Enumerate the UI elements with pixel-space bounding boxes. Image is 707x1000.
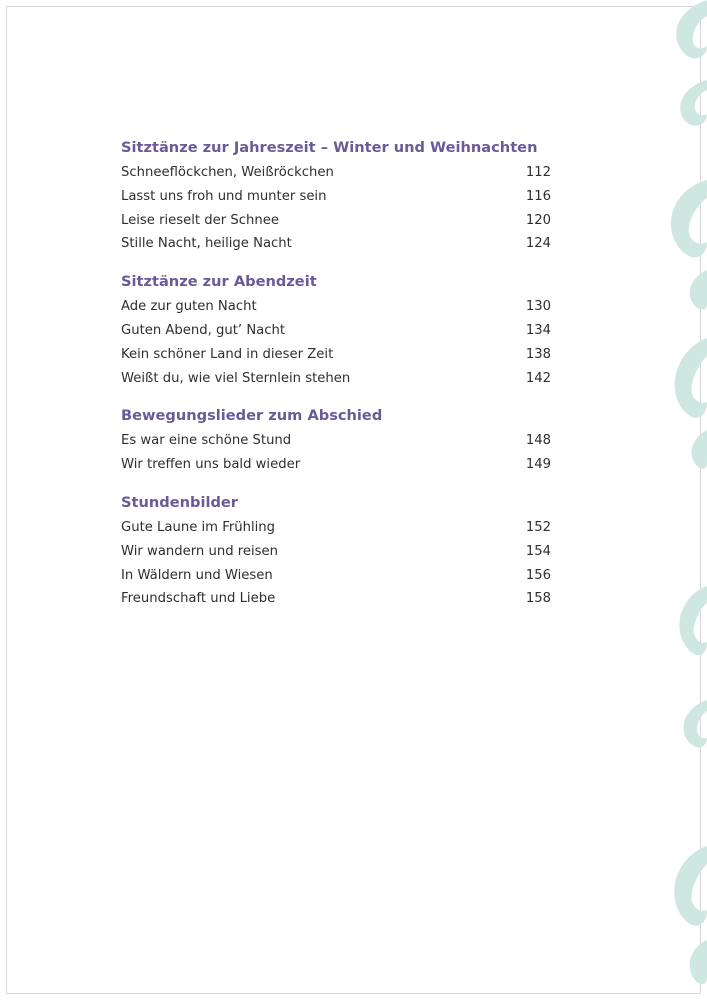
entry-page-number: 130 <box>525 299 551 315</box>
entry-title: Es war eine schöne Stund <box>121 433 292 449</box>
entry-title: Leise rieselt der Schnee <box>121 212 279 228</box>
entry-title: Stille Nacht, heilige Nacht <box>121 236 292 252</box>
section-heading: Sitztänze zur Abendzeit <box>121 273 317 291</box>
entry-page-number: 148 <box>525 433 551 449</box>
toc-section <box>121 492 561 611</box>
entry-title: Wir wandern und reisen <box>121 543 279 559</box>
toc-entry <box>121 319 561 343</box>
entry-title: Ade zur guten Nacht <box>121 299 257 315</box>
entry-page-number: 158 <box>525 591 551 607</box>
toc-entry <box>121 540 561 564</box>
toc-entry <box>121 343 561 367</box>
toc-entry <box>121 587 561 611</box>
entry-page-number: 156 <box>525 567 551 583</box>
toc-entry <box>121 564 561 588</box>
table-of-contents <box>121 137 561 626</box>
entry-page-number: 116 <box>525 188 551 204</box>
toc-section <box>121 271 561 390</box>
section-heading: Sitztänze zur Jahreszeit – Winter und Weihnachten <box>121 139 538 156</box>
toc-entry <box>121 453 561 477</box>
section-heading: Bewegungslieder zum Abschied <box>121 407 383 425</box>
toc-entry <box>121 295 561 319</box>
floral-ornament-border <box>637 0 707 1000</box>
entry-title: In Wäldern und Wiesen <box>121 567 273 583</box>
toc-entry <box>121 516 561 540</box>
entry-page-number: 142 <box>525 370 551 386</box>
entry-title: Weißt du, wie viel Sternlein stehen <box>121 370 351 386</box>
entry-title: Guten Abend, gut’ Nacht <box>121 322 286 338</box>
toc-section <box>121 405 561 477</box>
entry-title: Schneeflöckchen, Weißröckchen <box>121 165 334 180</box>
section-heading: Stundenbilder <box>121 493 238 511</box>
toc-entry <box>121 429 561 453</box>
entry-title: Wir treffen uns bald wieder <box>121 457 301 473</box>
entry-title: Freundschaft und Liebe <box>121 591 276 607</box>
toc-entry <box>121 185 561 209</box>
entry-page-number: 152 <box>525 519 551 535</box>
entry-page-number: 154 <box>525 543 551 559</box>
entry-title: Lasst uns froh und munter sein <box>121 188 327 204</box>
entry-page-number: 138 <box>525 346 551 362</box>
toc-entry <box>121 232 561 256</box>
toc-entry <box>121 161 561 185</box>
entry-page-number: 112 <box>525 165 551 180</box>
entry-page-number: 120 <box>525 212 551 228</box>
entry-page-number: 149 <box>525 457 551 473</box>
toc-entry <box>121 367 561 391</box>
entry-title: Kein schöner Land in dieser Zeit <box>121 346 334 362</box>
toc-entry <box>121 209 561 233</box>
toc-section <box>121 137 561 256</box>
entry-page-number: 134 <box>525 322 551 338</box>
entry-page-number: 124 <box>525 236 551 252</box>
entry-title: Gute Laune im Frühling <box>121 519 276 535</box>
